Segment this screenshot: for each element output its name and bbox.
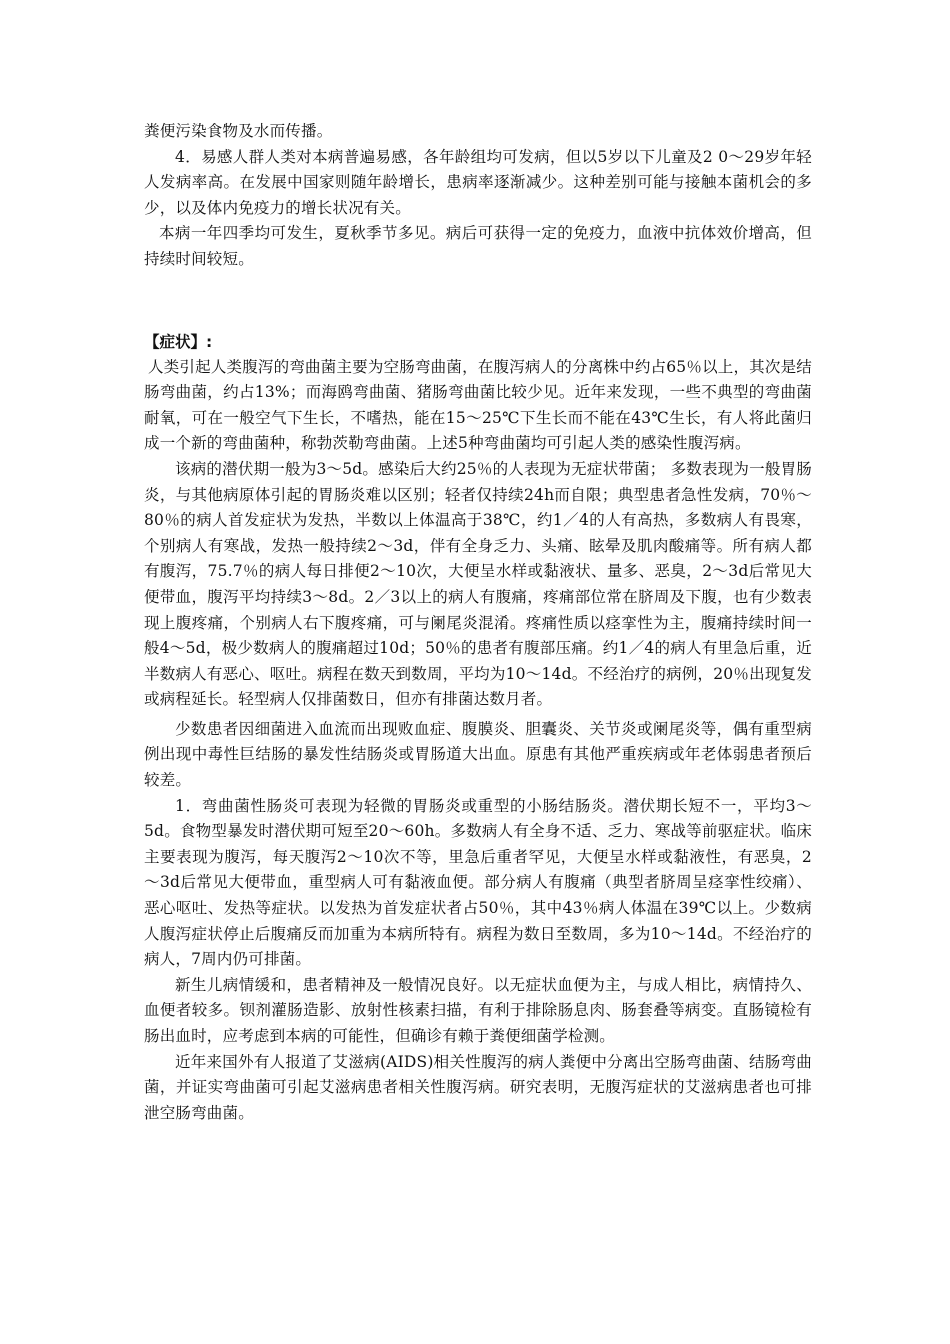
paragraph-pathogens: 人类引起人类腹泻的弯曲菌主要为空肠弯曲菌，在腹泻病人的分离株中约占65％以上，其次是结肠弯曲菌，约占13%；而海鸥弯曲菌、猪肠弯曲菌比较少见。近年来发现，一些不典型的弯曲菌耐氧，可在一般空气下生长，不嗜热，能在15～25℃下生长而不能在43℃生长，有人将此菌归成一个新的弯曲菌种，称勃茨勒弯曲菌。上述5种弯曲菌均可引起人类的感染性腹泻病。 — [144, 357, 812, 453]
paragraph-newborn: 新生儿病情缓和，患者精神及一般情况良好。以无症状血便为主，与成人相比，病情持久、血便者较多。钡剂灌肠造影、放射性核素扫描，有利于排除肠息肉、肠套叠等病变。直肠镜检有肠出血时，应考虑到本病的可能性，但确诊有赖于粪便细菌学检测。 — [144, 975, 812, 1045]
section-heading-symptoms: 【症状】: — [144, 332, 213, 351]
paragraph-incubation: 该病的潜伏期一般为3～5d。感染后大约25％的人表现为无症状带菌； 多数表现为一般胃肠炎，与其他病原体引起的胃肠炎难以区别；轻者仅持续24h而自限；典型患者急性发病，70％～80％的病人首发症状为发热，半数以上体温高于38℃，约1／4的人有高热，多数病人有畏寒，个别病人有寒战，发热一般持续2～3d，伴有全身乏力、头痛、眩晕及肌肉酸痛等。所有病人都有腹泻，75.7％的病人每日排便2～10次，大便呈水样或黏液状、量多、恶臭，2～3d后常见大便带血，腹泻平均持续3～8d。2／3以上的病人有腹痛，疼痛部位常在脐周及下腹，也有少数表现上腹疼痛，个别病人右下腹疼痛，可与阑尾炎混淆。疼痛性质以痉挛性为主，腹痛持续时间一般4～5d，极少数病人的腹痛超过10d；50％的患者有腹部压痛。约1／4的病人有里急后重，近半数病人有恶心、呕吐。病程在数天到数周，平均为10～14d。不经治疗的病例，20％出现复发或病程延长。轻型病人仅排菌数日，但亦有排菌达数月者。 — [144, 459, 812, 709]
document-page — [144, 119, 812, 1126]
paragraph-seasonality: 本病一年四季均可发生，夏秋季节多见。病后可获得一定的免疫力，血液中抗体效价增高，但持续时间较短。 — [144, 224, 812, 268]
paragraph-continuation: 粪便污染食物及水而传播。 — [144, 122, 333, 140]
paragraph-complications: 少数患者因细菌进入血流而出现败血症、腹膜炎、胆囊炎、关节炎或阑尾炎等，偶有重型病例出现中毒性巨结肠的暴发性结肠炎或胃肠道大出血。原患有其他严重疾病或年老体弱患者预后较差。 — [144, 719, 812, 790]
paragraph-susceptible-population: 4．易感人群人类对本病普遍易感，各年龄组均可发病，但以5岁以下儿童及2 0～29岁年轻人发病率高。在发展中国家则随年龄增长，患病率逐渐减少。这种差别可能与接触本菌机会的多少，以及体内免疫力的增长状况有关。 — [144, 147, 812, 217]
paragraph-enteritis: 1．弯曲菌性肠炎可表现为轻微的胃肠炎或重型的小肠结肠炎。潜伏期长短不一，平均3～5d。食物型暴发时潜伏期可短至20～60h。多数病人有全身不适、乏力、寒战等前驱症状。临床主要表现为腹泻，每天腹泻2～10次不等，里急后重者罕见，大便呈水样或黏液性，有恶臭，2～3d后常见大便带血，重型病人可有黏液血便。部分病人有腹痛（典型者脐周呈痉挛性绞痛）、恶心呕吐、发热等症状。以发热为首发症状者占50％，其中43％病人体温在39℃以上。少数病人腹泻症状停止后腹痛反而加重为本病所特有。病程为数日至数周，多为10～14d。不经治疗的病人，7周内仍可排菌。 — [144, 796, 812, 969]
paragraph-aids: 近年来国外有人报道了艾滋病(AIDS)相关性腹泻的病人粪便中分离出空肠弯曲菌、结肠弯曲菌，并证实弯曲菌可引起艾滋病患者相关性腹泻病。研究表明，无腹泻症状的艾滋病患者也可排泄空肠弯曲菌。 — [144, 1052, 812, 1122]
section-gap — [144, 273, 812, 325]
